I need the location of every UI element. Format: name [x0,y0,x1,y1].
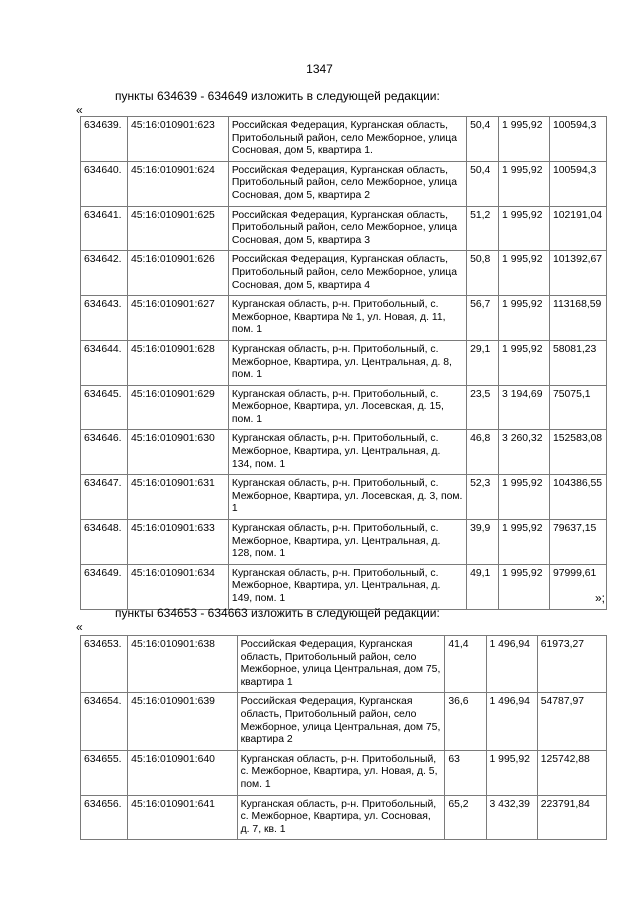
row-number-cell: 634646. [81,430,128,475]
cadastral-value-cell: 54787,97 [537,693,606,750]
cadastral-value-cell: 125742,88 [537,750,606,795]
area-cell: 29,1 [467,340,499,385]
cadastral-value-cell: 100594,3 [549,117,606,162]
row-number-cell: 634654. [81,693,128,750]
area-cell: 36,6 [445,693,486,750]
area-cell: 41,4 [445,636,486,693]
rate-cell: 1 995,92 [499,161,550,206]
rate-cell: 1 496,94 [486,636,537,693]
rate-cell: 1 496,94 [486,693,537,750]
address-cell: Российская Федерация, Курганская область, Притобольный район, село Межборное, улица Центральная, дом 75, квартира 1 [237,636,445,693]
rate-cell: 1 995,92 [499,117,550,162]
rate-cell: 1 995,92 [486,750,537,795]
address-cell: Российская Федерация, Курганская область, Притобольный район, село Межборное, улица Сосновая, дом 5, квартира 4 [228,251,466,296]
cadastral-number-cell: 45:16:010901:627 [127,296,228,341]
row-number-cell: 634653. [81,636,128,693]
section-1-heading: пункты 634639 - 634649 изложить в следующей редакции: [115,89,440,103]
cadastral-number-cell: 45:16:010901:623 [127,117,228,162]
row-number-cell: 634648. [81,520,128,565]
area-cell: 65,2 [445,795,486,840]
cadastral-number-cell: 45:16:010901:624 [127,161,228,206]
area-cell: 52,3 [467,475,499,520]
area-cell: 39,9 [467,520,499,565]
cadastral-value-cell: 97999,61 [549,564,606,609]
area-cell: 50,4 [467,161,499,206]
rate-cell: 1 995,92 [499,520,550,565]
table-row [81,520,607,565]
row-number-cell: 634639. [81,117,128,162]
section-2-heading: пункты 634653 - 634663 изложить в следующей редакции: [115,606,440,620]
cadastral-number-cell: 45:16:010901:625 [127,206,228,251]
cadastral-value-cell: 223791,84 [537,795,606,840]
area-cell: 46,8 [467,430,499,475]
table-row [81,161,607,206]
rate-cell: 1 995,92 [499,251,550,296]
rate-cell: 3 194,69 [499,385,550,430]
area-cell: 49,1 [467,564,499,609]
table-row [81,251,607,296]
row-number-cell: 634647. [81,475,128,520]
cadastral-value-cell: 101392,67 [549,251,606,296]
cadastral-value-cell: 79637,15 [549,520,606,565]
page-number: 1347 [306,62,333,76]
table-row [81,296,607,341]
address-cell: Курганская область, р-н. Притобольный, с. Межборное, Квартира, ул. Лосевская, д. 3, пом. 1 [228,475,466,520]
rate-cell: 1 995,92 [499,206,550,251]
table-row [81,206,607,251]
address-cell: Курганская область, р-н. Притобольный, с. Межборное, Квартира, ул. Центральная, д. 8, пом. 1 [228,340,466,385]
row-number-cell: 634643. [81,296,128,341]
row-number-cell: 634640. [81,161,128,206]
table-row [81,117,607,162]
cadastral-number-cell: 45:16:010901:640 [128,750,237,795]
rate-cell: 3 432,39 [486,795,537,840]
rate-cell: 1 995,92 [499,564,550,609]
cadastral-value-cell: 104386,55 [549,475,606,520]
table-row [81,750,607,795]
section-1-close-quote: »; [595,591,606,605]
row-number-cell: 634641. [81,206,128,251]
cadastral-value-cell: 61973,27 [537,636,606,693]
cadastral-value-cell: 102191,04 [549,206,606,251]
cadastral-number-cell: 45:16:010901:641 [128,795,237,840]
table-row [81,693,607,750]
area-cell: 50,8 [467,251,499,296]
area-cell: 63 [445,750,486,795]
area-cell: 50,4 [467,117,499,162]
row-number-cell: 634644. [81,340,128,385]
cadastral-value-cell: 100594,3 [549,161,606,206]
cadastral-number-cell: 45:16:010901:631 [127,475,228,520]
cadastral-number-cell: 45:16:010901:630 [127,430,228,475]
rate-cell: 1 995,92 [499,296,550,341]
area-cell: 51,2 [467,206,499,251]
address-cell: Российская Федерация, Курганская область, Притобольный район, село Межборное, улица Сосновая, дом 5, квартира 1. [228,117,466,162]
address-cell: Курганская область, р-н. Притобольный, с. Межборное, Квартира, ул. Центральная, д. 134, пом. 1 [228,430,466,475]
address-cell: Российская Федерация, Курганская область, Притобольный район, село Межборное, улица Сосновая, дом 5, квартира 2 [228,161,466,206]
section-1-open-quote: « [76,103,83,117]
section-2-open-quote: « [76,620,83,634]
cadastral-value-cell: 152583,08 [549,430,606,475]
row-number-cell: 634656. [81,795,128,840]
row-number-cell: 634655. [81,750,128,795]
cadastral-number-cell: 45:16:010901:626 [127,251,228,296]
address-cell: Курганская область, р-н. Притобольный, с. Межборное, Квартира, ул. Новая, д. 5, пом. 1 [237,750,445,795]
address-cell: Курганская область, р-н. Притобольный, с. Межборное, Квартира, ул. Центральная, д. 128, пом. 1 [228,520,466,565]
address-cell: Курганская область, р-н. Притобольный, с. Межборное, Квартира, ул. Лосевская, д. 15, пом. 1 [228,385,466,430]
row-number-cell: 634642. [81,251,128,296]
cadastral-table-2 [80,635,607,840]
address-cell: Курганская область, р-н. Притобольный, с. Межборное, Квартира № 1, ул. Новая, д. 11, пом. 1 [228,296,466,341]
address-cell: Курганская область, р-н. Притобольный, с. Межборное, Квартира, ул. Центральная, д. 149, пом. 1 [228,564,466,609]
cadastral-number-cell: 45:16:010901:639 [128,693,237,750]
row-number-cell: 634645. [81,385,128,430]
rate-cell: 1 995,92 [499,340,550,385]
address-cell: Российская Федерация, Курганская область, Притобольный район, село Межборное, улица Сосновая, дом 5, квартира 3 [228,206,466,251]
table-row [81,340,607,385]
table-row [81,795,607,840]
cadastral-value-cell: 58081,23 [549,340,606,385]
row-number-cell: 634649. [81,564,128,609]
cadastral-number-cell: 45:16:010901:629 [127,385,228,430]
rate-cell: 3 260,32 [499,430,550,475]
address-cell: Российская Федерация, Курганская область, Притобольный район, село Межборное, улица Центральная, дом 75, квартира 2 [237,693,445,750]
rate-cell: 1 995,92 [499,475,550,520]
table-row [81,564,607,609]
table-row [81,385,607,430]
table-row [81,636,607,693]
cadastral-number-cell: 45:16:010901:638 [128,636,237,693]
cadastral-number-cell: 45:16:010901:628 [127,340,228,385]
area-cell: 56,7 [467,296,499,341]
area-cell: 23,5 [467,385,499,430]
table-row [81,430,607,475]
cadastral-table-1 [80,116,607,610]
cadastral-value-cell: 113168,59 [549,296,606,341]
cadastral-number-cell: 45:16:010901:634 [127,564,228,609]
address-cell: Курганская область, р-н. Притобольный, с. Межборное, Квартира, ул. Сосновая, д. 7, кв. 1 [237,795,445,840]
table-row [81,475,607,520]
cadastral-number-cell: 45:16:010901:633 [127,520,228,565]
cadastral-value-cell: 75075,1 [549,385,606,430]
